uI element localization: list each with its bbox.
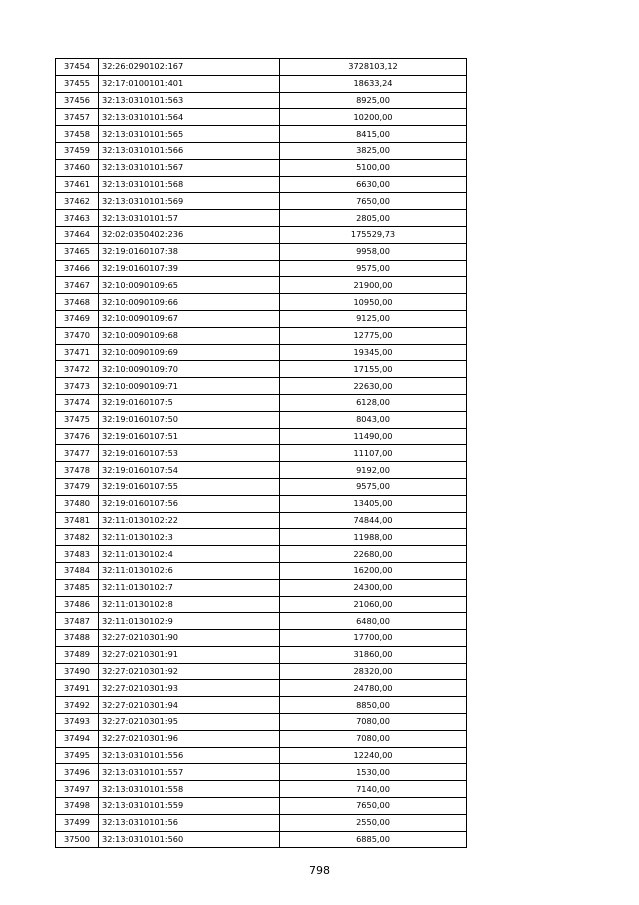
cadastral-value-cell: 2550,00	[280, 814, 467, 831]
cadastral-value-cell: 8850,00	[280, 697, 467, 714]
row-number-cell: 37472	[56, 361, 99, 378]
table-row	[56, 109, 467, 126]
row-number-cell: 37498	[56, 798, 99, 815]
cadastral-number-cell: 32:11:0130102:22	[99, 512, 280, 529]
cadastral-number-cell: 32:13:0310101:564	[99, 109, 280, 126]
cadastral-value-cell: 8925,00	[280, 92, 467, 109]
row-number-cell: 37496	[56, 764, 99, 781]
table-row	[56, 613, 467, 630]
cadastral-value-cell: 8043,00	[280, 411, 467, 428]
row-number-cell: 37484	[56, 562, 99, 579]
table-body	[56, 59, 467, 848]
cadastral-value-cell: 7080,00	[280, 714, 467, 731]
row-number-cell: 37495	[56, 747, 99, 764]
cadastral-number-cell: 32:10:0090109:65	[99, 277, 280, 294]
cadastral-value-cell: 7650,00	[280, 193, 467, 210]
cadastral-value-cell: 11490,00	[280, 428, 467, 445]
cadastral-number-cell: 32:19:0160107:38	[99, 243, 280, 260]
cadastral-number-cell: 32:19:0160107:5	[99, 394, 280, 411]
table-row	[56, 630, 467, 647]
row-number-cell: 37470	[56, 327, 99, 344]
cadastral-number-cell: 32:11:0130102:4	[99, 546, 280, 563]
cadastral-value-cell: 12775,00	[280, 327, 467, 344]
cadastral-number-cell: 32:13:0310101:560	[99, 831, 280, 848]
cadastral-value-cell: 24300,00	[280, 579, 467, 596]
row-number-cell: 37489	[56, 646, 99, 663]
cadastral-value-cell: 7140,00	[280, 781, 467, 798]
table-row	[56, 193, 467, 210]
table-row	[56, 428, 467, 445]
cadastral-value-cell: 9575,00	[280, 478, 467, 495]
table-row	[56, 176, 467, 193]
cadastral-value-cell: 1530,00	[280, 764, 467, 781]
cadastral-number-cell: 32:13:0310101:56	[99, 814, 280, 831]
table-row	[56, 781, 467, 798]
row-number-cell: 37474	[56, 394, 99, 411]
row-number-cell: 37500	[56, 831, 99, 848]
cadastral-number-cell: 32:19:0160107:56	[99, 495, 280, 512]
row-number-cell: 37499	[56, 814, 99, 831]
cadastral-value-cell: 22680,00	[280, 546, 467, 563]
cadastral-number-cell: 32:19:0160107:39	[99, 260, 280, 277]
cadastral-number-cell: 32:10:0090109:67	[99, 310, 280, 327]
cadastral-number-cell: 32:13:0310101:568	[99, 176, 280, 193]
row-number-cell: 37463	[56, 210, 99, 227]
cadastral-number-cell: 32:11:0130102:3	[99, 529, 280, 546]
table-row	[56, 394, 467, 411]
table-row	[56, 798, 467, 815]
cadastral-value-cell: 24780,00	[280, 680, 467, 697]
row-number-cell: 37493	[56, 714, 99, 731]
cadastral-value-cell: 3728103,12	[280, 59, 467, 76]
table-row	[56, 142, 467, 159]
cadastral-number-cell: 32:10:0090109:71	[99, 378, 280, 395]
cadastral-value-cell: 18633,24	[280, 75, 467, 92]
cadastral-number-cell: 32:13:0310101:563	[99, 92, 280, 109]
table-row	[56, 462, 467, 479]
cadastral-value-cell: 8415,00	[280, 126, 467, 143]
table-row	[56, 277, 467, 294]
table-row	[56, 529, 467, 546]
cadastral-value-cell: 5100,00	[280, 159, 467, 176]
row-number-cell: 37475	[56, 411, 99, 428]
cadastral-value-cell: 21900,00	[280, 277, 467, 294]
table-row	[56, 596, 467, 613]
table-row	[56, 344, 467, 361]
cadastral-value-cell: 9575,00	[280, 260, 467, 277]
cadastral-value-cell: 16200,00	[280, 562, 467, 579]
row-number-cell: 37488	[56, 630, 99, 647]
cadastral-value-cell: 9958,00	[280, 243, 467, 260]
page-number: 798	[309, 864, 330, 877]
row-number-cell: 37483	[56, 546, 99, 563]
row-number-cell: 37481	[56, 512, 99, 529]
cadastral-value-cell: 21060,00	[280, 596, 467, 613]
cadastral-number-cell: 32:13:0310101:557	[99, 764, 280, 781]
row-number-cell: 37491	[56, 680, 99, 697]
row-number-cell: 37490	[56, 663, 99, 680]
table-row	[56, 126, 467, 143]
row-number-cell: 37480	[56, 495, 99, 512]
row-number-cell: 37487	[56, 613, 99, 630]
row-number-cell: 37461	[56, 176, 99, 193]
table-row	[56, 764, 467, 781]
cadastral-number-cell: 32:13:0310101:559	[99, 798, 280, 815]
cadastral-value-cell: 7080,00	[280, 730, 467, 747]
cadastral-number-cell: 32:13:0310101:569	[99, 193, 280, 210]
row-number-cell: 37497	[56, 781, 99, 798]
table-row	[56, 478, 467, 495]
table-row	[56, 697, 467, 714]
cadastral-value-cell: 19345,00	[280, 344, 467, 361]
table-row	[56, 260, 467, 277]
row-number-cell: 37467	[56, 277, 99, 294]
table-row	[56, 646, 467, 663]
row-number-cell: 37464	[56, 226, 99, 243]
table-row	[56, 831, 467, 848]
row-number-cell: 37454	[56, 59, 99, 76]
row-number-cell: 37482	[56, 529, 99, 546]
table-row	[56, 730, 467, 747]
cadastral-number-cell: 32:13:0310101:567	[99, 159, 280, 176]
table-row	[56, 210, 467, 227]
cadastral-number-cell: 32:27:0210301:96	[99, 730, 280, 747]
cadastral-number-cell: 32:19:0160107:51	[99, 428, 280, 445]
cadastral-value-cell: 10950,00	[280, 294, 467, 311]
cadastral-value-cell: 9125,00	[280, 310, 467, 327]
table-row	[56, 680, 467, 697]
cadastral-number-cell: 32:27:0210301:93	[99, 680, 280, 697]
row-number-cell: 37459	[56, 142, 99, 159]
cadastral-number-cell: 32:27:0210301:90	[99, 630, 280, 647]
row-number-cell: 37473	[56, 378, 99, 395]
table-row	[56, 243, 467, 260]
row-number-cell: 37476	[56, 428, 99, 445]
row-number-cell: 37458	[56, 126, 99, 143]
cadastral-value-cell: 13405,00	[280, 495, 467, 512]
cadastral-value-cell: 28320,00	[280, 663, 467, 680]
cadastral-number-cell: 32:11:0130102:6	[99, 562, 280, 579]
table-row	[56, 546, 467, 563]
cadastral-number-cell: 32:26:0290102:167	[99, 59, 280, 76]
row-number-cell: 37485	[56, 579, 99, 596]
cadastral-number-cell: 32:27:0210301:95	[99, 714, 280, 731]
table-row	[56, 310, 467, 327]
table-row	[56, 562, 467, 579]
cadastral-number-cell: 32:19:0160107:54	[99, 462, 280, 479]
cadastral-number-cell: 32:11:0130102:7	[99, 579, 280, 596]
cadastral-number-cell: 32:10:0090109:69	[99, 344, 280, 361]
row-number-cell: 37478	[56, 462, 99, 479]
table-row	[56, 579, 467, 596]
cadastral-value-cell: 6630,00	[280, 176, 467, 193]
row-number-cell: 37494	[56, 730, 99, 747]
table-row	[56, 361, 467, 378]
cadastral-number-cell: 32:13:0310101:566	[99, 142, 280, 159]
cadastral-number-cell: 32:13:0310101:556	[99, 747, 280, 764]
cadastral-number-cell: 32:02:0350402:236	[99, 226, 280, 243]
cadastral-value-cell: 7650,00	[280, 798, 467, 815]
cadastral-value-cell: 10200,00	[280, 109, 467, 126]
cadastral-number-cell: 32:13:0310101:565	[99, 126, 280, 143]
table-row	[56, 512, 467, 529]
cadastral-value-cell: 31860,00	[280, 646, 467, 663]
cadastral-number-cell: 32:11:0130102:9	[99, 613, 280, 630]
table-row	[56, 814, 467, 831]
cadastral-value-cell: 3825,00	[280, 142, 467, 159]
row-number-cell: 37456	[56, 92, 99, 109]
cadastral-value-cell: 175529,73	[280, 226, 467, 243]
table-row	[56, 59, 467, 76]
cadastral-value-cell: 22630,00	[280, 378, 467, 395]
table-row	[56, 445, 467, 462]
cadastral-number-cell: 32:19:0160107:53	[99, 445, 280, 462]
row-number-cell: 37460	[56, 159, 99, 176]
table-row	[56, 747, 467, 764]
table-row	[56, 75, 467, 92]
table-row	[56, 159, 467, 176]
cadastral-value-table	[55, 58, 467, 848]
cadastral-number-cell: 32:27:0210301:94	[99, 697, 280, 714]
cadastral-value-cell: 2805,00	[280, 210, 467, 227]
cadastral-value-cell: 11988,00	[280, 529, 467, 546]
cadastral-value-cell: 17700,00	[280, 630, 467, 647]
cadastral-value-cell: 6480,00	[280, 613, 467, 630]
cadastral-value-cell: 11107,00	[280, 445, 467, 462]
cadastral-number-cell: 32:19:0160107:55	[99, 478, 280, 495]
row-number-cell: 37479	[56, 478, 99, 495]
cadastral-value-cell: 6128,00	[280, 394, 467, 411]
cadastral-value-cell: 74844,00	[280, 512, 467, 529]
table-row	[56, 226, 467, 243]
cadastral-number-cell: 32:10:0090109:66	[99, 294, 280, 311]
row-number-cell: 37457	[56, 109, 99, 126]
cadastral-number-cell: 32:19:0160107:50	[99, 411, 280, 428]
cadastral-value-cell: 6885,00	[280, 831, 467, 848]
cadastral-value-cell: 17155,00	[280, 361, 467, 378]
table-row	[56, 714, 467, 731]
row-number-cell: 37455	[56, 75, 99, 92]
table-row	[56, 294, 467, 311]
cadastral-number-cell: 32:17:0100101:401	[99, 75, 280, 92]
table-row	[56, 663, 467, 680]
row-number-cell: 37469	[56, 310, 99, 327]
cadastral-value-cell: 9192,00	[280, 462, 467, 479]
cadastral-number-cell: 32:11:0130102:8	[99, 596, 280, 613]
row-number-cell: 37477	[56, 445, 99, 462]
cadastral-number-cell: 32:27:0210301:91	[99, 646, 280, 663]
cadastral-number-cell: 32:13:0310101:57	[99, 210, 280, 227]
table-row	[56, 378, 467, 395]
cadastral-number-cell: 32:10:0090109:70	[99, 361, 280, 378]
row-number-cell: 37465	[56, 243, 99, 260]
row-number-cell: 37466	[56, 260, 99, 277]
cadastral-value-cell: 12240,00	[280, 747, 467, 764]
cadastral-number-cell: 32:27:0210301:92	[99, 663, 280, 680]
table-row	[56, 92, 467, 109]
table-row	[56, 327, 467, 344]
row-number-cell: 37462	[56, 193, 99, 210]
row-number-cell: 37486	[56, 596, 99, 613]
row-number-cell: 37471	[56, 344, 99, 361]
row-number-cell: 37468	[56, 294, 99, 311]
cadastral-number-cell: 32:13:0310101:558	[99, 781, 280, 798]
row-number-cell: 37492	[56, 697, 99, 714]
table-row	[56, 495, 467, 512]
table-row	[56, 411, 467, 428]
cadastral-number-cell: 32:10:0090109:68	[99, 327, 280, 344]
